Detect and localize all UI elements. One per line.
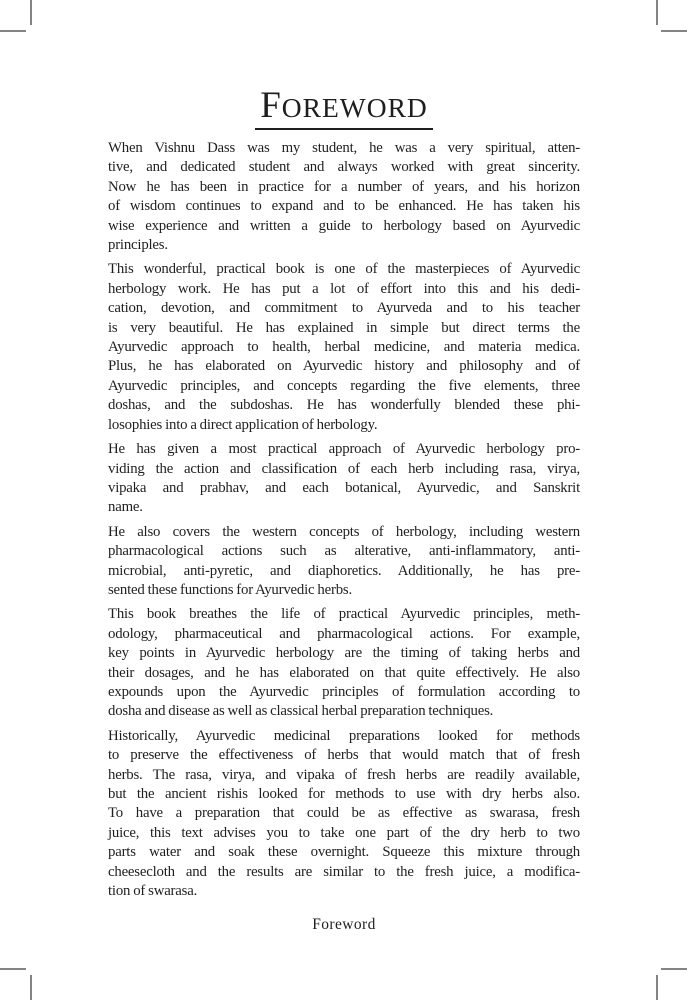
page-title bbox=[108, 85, 580, 130]
text-line: cheesecloth and the results are similar to the fresh juice, a modifica- bbox=[108, 863, 580, 880]
paragraph bbox=[108, 139, 580, 255]
text-line: sented these functions for Ayurvedic herbs. bbox=[108, 581, 352, 598]
text-line: Ayurvedic principles, and concepts regarding the five elements, three bbox=[108, 377, 580, 394]
paragraph bbox=[108, 727, 580, 902]
title-underline bbox=[255, 85, 433, 130]
crop-mark-top-left-vertical bbox=[30, 0, 32, 25]
text-line: microbial, anti-pyretic, and diaphoretics. Additionally, he has pre- bbox=[108, 562, 580, 579]
text-line: principles. bbox=[108, 237, 168, 254]
paragraph bbox=[108, 260, 580, 435]
title-initial: F bbox=[260, 85, 282, 126]
text-line: cation, devotion, and commitment to Ayurveda and to his teacher bbox=[108, 300, 580, 317]
running-footer: Foreword bbox=[312, 916, 376, 933]
paragraph bbox=[108, 440, 580, 518]
text-line: name. bbox=[108, 499, 143, 516]
text-line: juice, this text advises you to take one part of the dry herb to two bbox=[108, 824, 580, 841]
text-line: losophies into a direct application of herbology. bbox=[108, 416, 378, 433]
text-line: doshas, and the subdoshas. He has wonderfully blended these phi- bbox=[108, 397, 580, 414]
text-line: Ayurvedic approach to health, herbal medicine, and materia medica. bbox=[108, 339, 580, 356]
text-line: Plus, he has elaborated on Ayurvedic history and philosophy and of bbox=[108, 358, 580, 375]
crop-mark-bottom-right-horizontal bbox=[661, 968, 687, 970]
text-line: tion of swarasa. bbox=[108, 883, 198, 900]
crop-mark-bottom-left-horizontal bbox=[0, 968, 26, 970]
crop-mark-bottom-right-vertical bbox=[656, 975, 658, 1000]
text-line: of wisdom continues to expand and to be enhanced. He has taken his bbox=[108, 198, 580, 215]
text-line: When Vishnu Dass was my student, he was a very spiritual, atten- bbox=[108, 140, 580, 156]
body-text bbox=[108, 139, 580, 901]
text-line: is very beautiful. He has explained in simple but direct terms the bbox=[108, 319, 580, 336]
text-line: He also covers the western concepts of herbology, including western bbox=[108, 523, 580, 540]
text-line: Historically, Ayurvedic medicinal preparations looked for methods bbox=[108, 727, 580, 744]
text-line: their dosages, and he has elaborated on that quite effectively. He also bbox=[108, 664, 580, 681]
text-line: odology, pharmaceutical and pharmacological actions. For example, bbox=[108, 625, 580, 642]
text-line: He has given a most practical approach of Ayurvedic herbology pro- bbox=[108, 441, 580, 458]
text-line: pharmacological actions such as alterative, anti-inflammatory, anti- bbox=[108, 543, 580, 560]
crop-mark-bottom-left-vertical bbox=[30, 975, 32, 1000]
text-line: but the ancient rishis looked for methods to use with dry herbs also. bbox=[108, 786, 580, 802]
crop-mark-top-left-horizontal bbox=[0, 30, 26, 32]
text-line: herbology work. He has put a lot of effort into this and his dedi- bbox=[108, 280, 580, 297]
text-line: tive, and dedicated student and always worked with great sincerity. bbox=[108, 159, 580, 176]
text-line: parts water and soak these overnight. Squeeze this mixture through bbox=[108, 844, 580, 861]
text-line: key points in Ayurvedic herbology are the timing of taking herbs and bbox=[108, 645, 580, 662]
text-line: To have a preparation that could be as effective as swarasa, fresh bbox=[108, 805, 580, 822]
text-line: This wonderful, practical book is one of the masterpieces of Ayurvedic bbox=[108, 261, 580, 278]
crop-mark-top-right-horizontal bbox=[661, 30, 687, 32]
text-line: herbs. The rasa, virya, and vipaka of fresh herbs are readily available, bbox=[108, 766, 580, 783]
paragraph bbox=[108, 605, 580, 721]
text-line: expounds upon the Ayurvedic principles of formulation according to bbox=[108, 683, 580, 700]
crop-mark-top-right-vertical bbox=[656, 0, 658, 25]
text-line: dosha and disease as well as classical herbal preparation techniques. bbox=[108, 703, 494, 720]
text-line: viding the action and classification of each herb including rasa, virya, bbox=[108, 460, 580, 477]
title-rest: OREWORD bbox=[281, 92, 428, 123]
text-line: to preserve the effectiveness of herbs that would match that of fresh bbox=[108, 747, 580, 764]
text-line: vipaka and prabhav, and each botanical, Ayurvedic, and Sanskrit bbox=[108, 479, 580, 496]
text-line: wise experience and written a guide to herbology based on Ayurvedic bbox=[108, 217, 580, 234]
paragraph bbox=[108, 523, 580, 601]
text-line: Now he has been in practice for a number of years, and his horizon bbox=[108, 178, 580, 195]
text-line: This book breathes the life of practical Ayurvedic principles, meth- bbox=[108, 606, 580, 623]
